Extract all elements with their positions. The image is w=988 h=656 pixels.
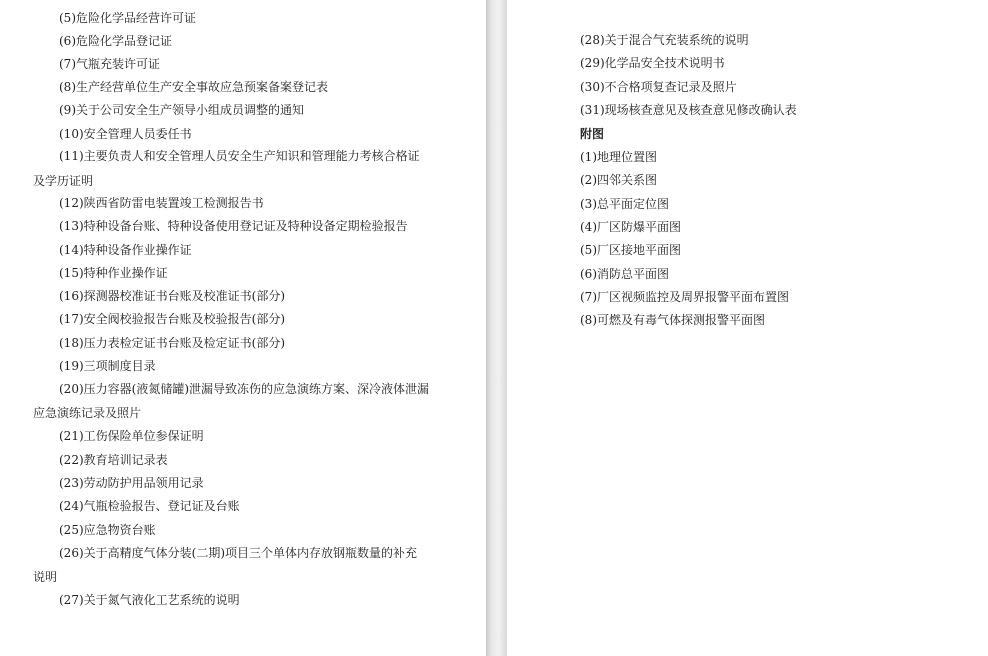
list-item-19: (19)三项制度目录 [59, 359, 156, 373]
figure-item-4: (4)厂区防爆平面图 [580, 220, 681, 234]
section-heading-appendix-figures: 附图 [580, 127, 605, 141]
list-item-18: (18)压力表检定证书台账及检定证书(部分) [59, 336, 285, 350]
list-item-26: (26)关于高精度气体分装(二期)项目三个单体内存放钢瓶数量的补充 [59, 546, 417, 560]
list-item-30: (30)不合格项复查记录及照片 [580, 80, 737, 94]
left-page [0, 0, 486, 656]
list-item-31: (31)现场核查意见及核查意见修改确认表 [580, 103, 797, 117]
list-item-11-continued: 及学历证明 [33, 174, 94, 188]
figure-item-5: (5)厂区接地平面图 [580, 243, 681, 257]
figure-item-3: (3)总平面定位图 [580, 197, 669, 211]
list-item-20-continued: 应急演练记录及照片 [33, 406, 142, 420]
list-item-10: (10)安全管理人员委任书 [59, 127, 192, 141]
list-item-9: (9)关于公司安全生产领导小组成员调整的通知 [59, 103, 304, 117]
list-item-15: (15)特种作业操作证 [59, 266, 168, 280]
list-item-29: (29)化学品安全技术说明书 [580, 56, 725, 70]
list-item-25: (25)应急物资台账 [59, 523, 156, 537]
list-item-17: (17)安全阀校验报告台账及校验报告(部分) [59, 312, 285, 326]
list-item-24: (24)气瓶检验报告、登记证及台账 [59, 499, 240, 513]
page-gutter [486, 0, 507, 656]
list-item-6: (6)危险化学品登记证 [59, 34, 172, 48]
list-item-11: (11)主要负责人和安全管理人员安全生产知识和管理能力考核合格证 [59, 149, 420, 163]
list-item-28: (28)关于混合气充装系统的说明 [580, 33, 749, 47]
list-item-21: (21)工伤保险单位参保证明 [59, 429, 204, 443]
list-item-14: (14)特种设备作业操作证 [59, 243, 192, 257]
list-item-20: (20)压力容器(液氮储罐)泄漏导致冻伤的应急演练方案、深冷液体泄漏 [59, 382, 429, 396]
figure-item-1: (1)地理位置图 [580, 150, 657, 164]
list-item-22: (22)教育培训记录表 [59, 453, 168, 467]
list-item-12: (12)陕西省防雷电装置竣工检测报告书 [59, 196, 264, 210]
list-item-23: (23)劳动防护用品领用记录 [59, 476, 204, 490]
list-item-13: (13)特种设备台账、特种设备使用登记证及特种设备定期检验报告 [59, 219, 408, 233]
right-page [507, 0, 988, 656]
list-item-26-continued: 说明 [33, 570, 58, 584]
figure-item-8: (8)可燃及有毒气体探测报警平面图 [580, 313, 765, 327]
list-item-7: (7)气瓶充装许可证 [59, 57, 160, 71]
figure-item-6: (6)消防总平面图 [580, 267, 669, 281]
list-item-27: (27)关于氮气液化工艺系统的说明 [59, 593, 240, 607]
list-item-8: (8)生产经营单位生产安全事故应急预案备案登记表 [59, 80, 328, 94]
figure-item-2: (2)四邻关系图 [580, 173, 657, 187]
list-item-5: (5)危险化学品经营许可证 [59, 11, 196, 25]
figure-item-7: (7)厂区视频监控及周界报警平面布置图 [580, 290, 789, 304]
list-item-16: (16)探测器校准证书台账及校准证书(部分) [59, 289, 285, 303]
